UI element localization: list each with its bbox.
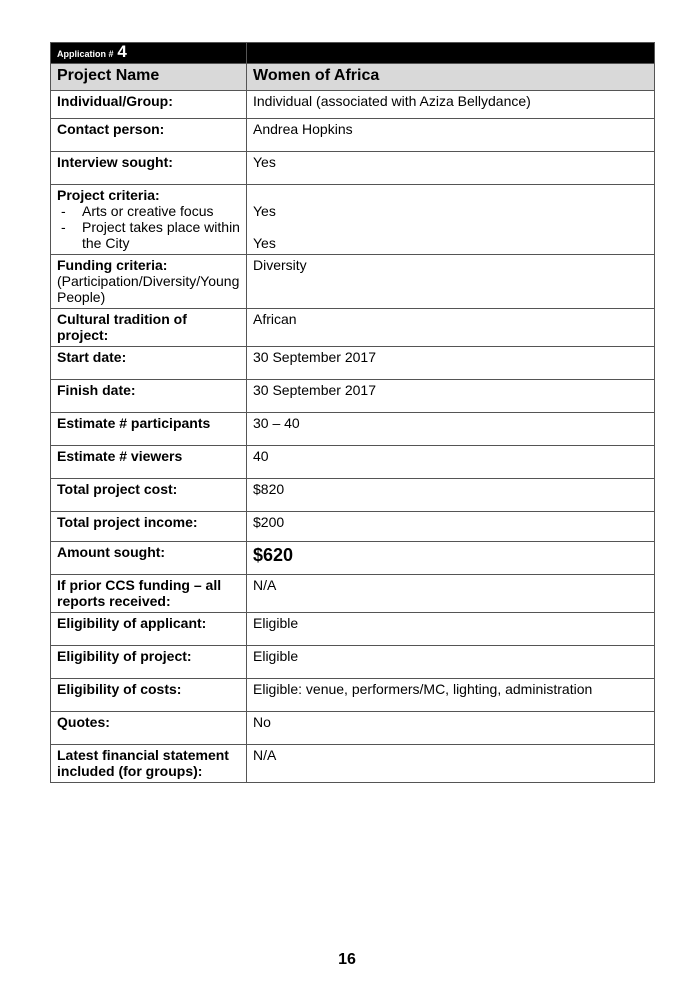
criteria-item: - Project takes place within the City: [57, 219, 240, 251]
eligibility-applicant-value: Eligible: [247, 613, 655, 646]
start-date-value: 30 September 2017: [247, 347, 655, 380]
row-financial-statement: [51, 745, 655, 783]
project-criteria-list: [57, 203, 240, 251]
application-number-cell: [51, 43, 247, 64]
amount-sought-value: $620: [253, 545, 294, 565]
page-number: 16: [338, 951, 356, 968]
row-contact-person: [51, 119, 655, 152]
funding-criteria-label: Funding criteria:: [57, 257, 168, 273]
estimate-participants-value: 30 – 40: [247, 413, 655, 446]
individual-group-value: Individual (associated with Aziza Bellydance): [247, 91, 655, 119]
row-funding-criteria: [51, 255, 655, 309]
estimate-viewers-value: 40: [247, 446, 655, 479]
quotes-value: No: [247, 712, 655, 745]
row-eligibility-project: [51, 646, 655, 679]
row-total-income: [51, 512, 655, 542]
application-header-blank: [247, 43, 655, 64]
row-estimate-participants: [51, 413, 655, 446]
eligibility-costs-label: Eligibility of costs:: [51, 679, 247, 712]
estimate-viewers-label: Estimate # viewers: [51, 446, 247, 479]
total-cost-label: Total project cost:: [51, 479, 247, 512]
eligibility-project-label: Eligibility of project:: [51, 646, 247, 679]
project-name-row: [51, 64, 655, 91]
amount-sought-cell: [247, 542, 655, 575]
row-total-cost: [51, 479, 655, 512]
row-estimate-viewers: [51, 446, 655, 479]
contact-person-label: Contact person:: [51, 119, 247, 152]
finish-date-value: 30 September 2017: [247, 380, 655, 413]
row-individual-group: [51, 91, 655, 119]
criteria-value: Yes: [253, 203, 276, 219]
project-criteria-cell: [51, 185, 247, 255]
row-start-date: [51, 347, 655, 380]
cultural-tradition-label: Cultural tradition of project:: [51, 309, 247, 347]
eligibility-costs-value: Eligible: venue, performers/MC, lighting, administration: [247, 679, 655, 712]
eligibility-applicant-label: Eligibility of applicant:: [51, 613, 247, 646]
row-interview-sought: [51, 152, 655, 185]
cultural-tradition-value: African: [247, 309, 655, 347]
prior-funding-value: N/A: [247, 575, 655, 613]
application-label: Application #: [57, 49, 114, 59]
row-finish-date: [51, 380, 655, 413]
row-eligibility-applicant: [51, 613, 655, 646]
interview-sought-value: Yes: [247, 152, 655, 185]
criteria-value: Yes: [253, 235, 276, 251]
application-number: 4: [117, 42, 127, 61]
financial-statement-label: Latest financial statement included (for groups):: [51, 745, 247, 783]
finish-date-label: Finish date:: [51, 380, 247, 413]
row-prior-funding: [51, 575, 655, 613]
funding-criteria-note: (Participation/Diversity/Young People): [57, 273, 240, 305]
eligibility-project-value: Eligible: [247, 646, 655, 679]
row-eligibility-costs: [51, 679, 655, 712]
row-cultural-tradition: [51, 309, 655, 347]
financial-statement-value: N/A: [247, 745, 655, 783]
application-table: [50, 42, 655, 783]
row-quotes: [51, 712, 655, 745]
row-amount-sought: [51, 542, 655, 575]
criteria-item: - Arts or creative focus: [57, 203, 240, 219]
funding-criteria-value: Diversity: [247, 255, 655, 309]
application-header-row: [51, 43, 655, 64]
contact-person-value: Andrea Hopkins: [247, 119, 655, 152]
estimate-participants-label: Estimate # participants: [51, 413, 247, 446]
prior-funding-label: If prior CCS funding – all reports received:: [51, 575, 247, 613]
interview-sought-label: Interview sought:: [51, 152, 247, 185]
project-name-value: Women of Africa: [247, 64, 655, 91]
amount-sought-label: Amount sought:: [51, 542, 247, 575]
project-name-label: Project Name: [51, 64, 247, 91]
total-cost-value: $820: [247, 479, 655, 512]
start-date-label: Start date:: [51, 347, 247, 380]
total-income-label: Total project income:: [51, 512, 247, 542]
individual-group-label: Individual/Group:: [51, 91, 247, 119]
project-criteria-label: Project criteria:: [57, 187, 160, 203]
row-project-criteria: [51, 185, 655, 255]
funding-criteria-cell: [51, 255, 247, 309]
project-criteria-values: [247, 185, 655, 255]
total-income-value: $200: [247, 512, 655, 542]
quotes-label: Quotes:: [51, 712, 247, 745]
